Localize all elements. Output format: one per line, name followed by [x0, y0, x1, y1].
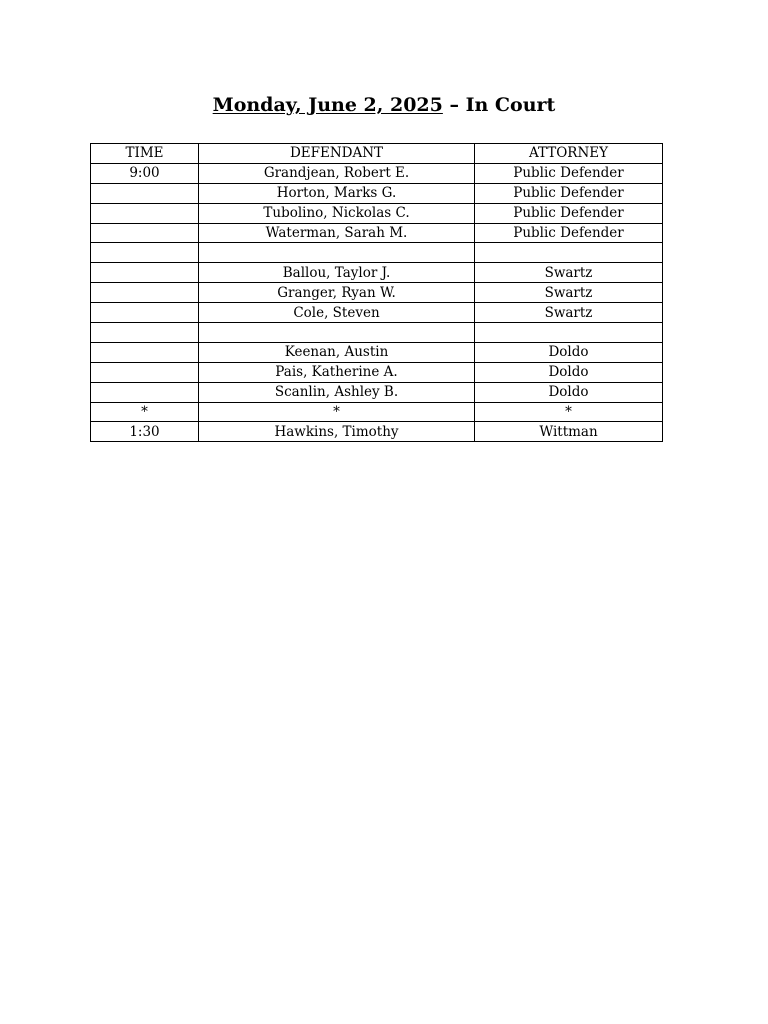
- cell-time: [91, 243, 199, 263]
- cell-attorney: [475, 323, 663, 343]
- table-row: [91, 303, 663, 323]
- cell-time: [91, 223, 199, 243]
- cell-defendant: Waterman, Sarah M.: [199, 223, 475, 243]
- cell-defendant: Scanlin, Ashley B.: [199, 382, 475, 402]
- cell-defendant: Cole, Steven: [199, 303, 475, 323]
- cell-defendant: *: [199, 402, 475, 422]
- table-row: [91, 243, 663, 263]
- cell-attorney: Swartz: [475, 283, 663, 303]
- table-row: [91, 263, 663, 283]
- court-schedule-table: [90, 143, 663, 442]
- cell-time: [91, 323, 199, 343]
- cell-defendant: Keenan, Austin: [199, 342, 475, 362]
- cell-attorney: Public Defender: [475, 223, 663, 243]
- cell-time: [91, 203, 199, 223]
- table-row: [91, 183, 663, 203]
- cell-defendant: [199, 243, 475, 263]
- header-defendant: DEFENDANT: [199, 144, 475, 164]
- table-row: [91, 223, 663, 243]
- cell-defendant: Ballou, Taylor J.: [199, 263, 475, 283]
- table-row: [91, 422, 663, 442]
- cell-time: [91, 362, 199, 382]
- table-row: [91, 342, 663, 362]
- table-row: [91, 402, 663, 422]
- header-attorney: ATTORNEY: [475, 144, 663, 164]
- cell-defendant: Grandjean, Robert E.: [199, 163, 475, 183]
- cell-defendant: Granger, Ryan W.: [199, 283, 475, 303]
- table-row: [91, 362, 663, 382]
- cell-time: [91, 283, 199, 303]
- cell-time: [91, 303, 199, 323]
- page-title: [0, 92, 768, 118]
- cell-attorney: Doldo: [475, 382, 663, 402]
- table-row: [91, 323, 663, 343]
- table-row: [91, 283, 663, 303]
- cell-time: [91, 183, 199, 203]
- table-row: [91, 163, 663, 183]
- cell-attorney: Public Defender: [475, 203, 663, 223]
- title-separator: –: [442, 94, 466, 116]
- cell-attorney: Doldo: [475, 362, 663, 382]
- cell-defendant: Hawkins, Timothy: [199, 422, 475, 442]
- table-header-row: [91, 144, 663, 164]
- cell-attorney: Public Defender: [475, 163, 663, 183]
- cell-time: 9:00: [91, 163, 199, 183]
- cell-time: [91, 382, 199, 402]
- cell-defendant: Horton, Marks G.: [199, 183, 475, 203]
- cell-time: [91, 263, 199, 283]
- cell-attorney: Doldo: [475, 342, 663, 362]
- cell-attorney: [475, 243, 663, 263]
- cell-time: [91, 342, 199, 362]
- cell-time: 1:30: [91, 422, 199, 442]
- cell-defendant: Tubolino, Nickolas C.: [199, 203, 475, 223]
- cell-attorney: Public Defender: [475, 183, 663, 203]
- cell-attorney: *: [475, 402, 663, 422]
- title-suffix: In Court: [465, 94, 556, 116]
- cell-defendant: Pais, Katherine A.: [199, 362, 475, 382]
- cell-attorney: Swartz: [475, 263, 663, 283]
- table-row: [91, 382, 663, 402]
- table-row: [91, 203, 663, 223]
- cell-attorney: Swartz: [475, 303, 663, 323]
- cell-attorney: Wittman: [475, 422, 663, 442]
- cell-time: *: [91, 402, 199, 422]
- title-date: Monday, June 2, 2025: [212, 94, 443, 116]
- header-time: TIME: [91, 144, 199, 164]
- cell-defendant: [199, 323, 475, 343]
